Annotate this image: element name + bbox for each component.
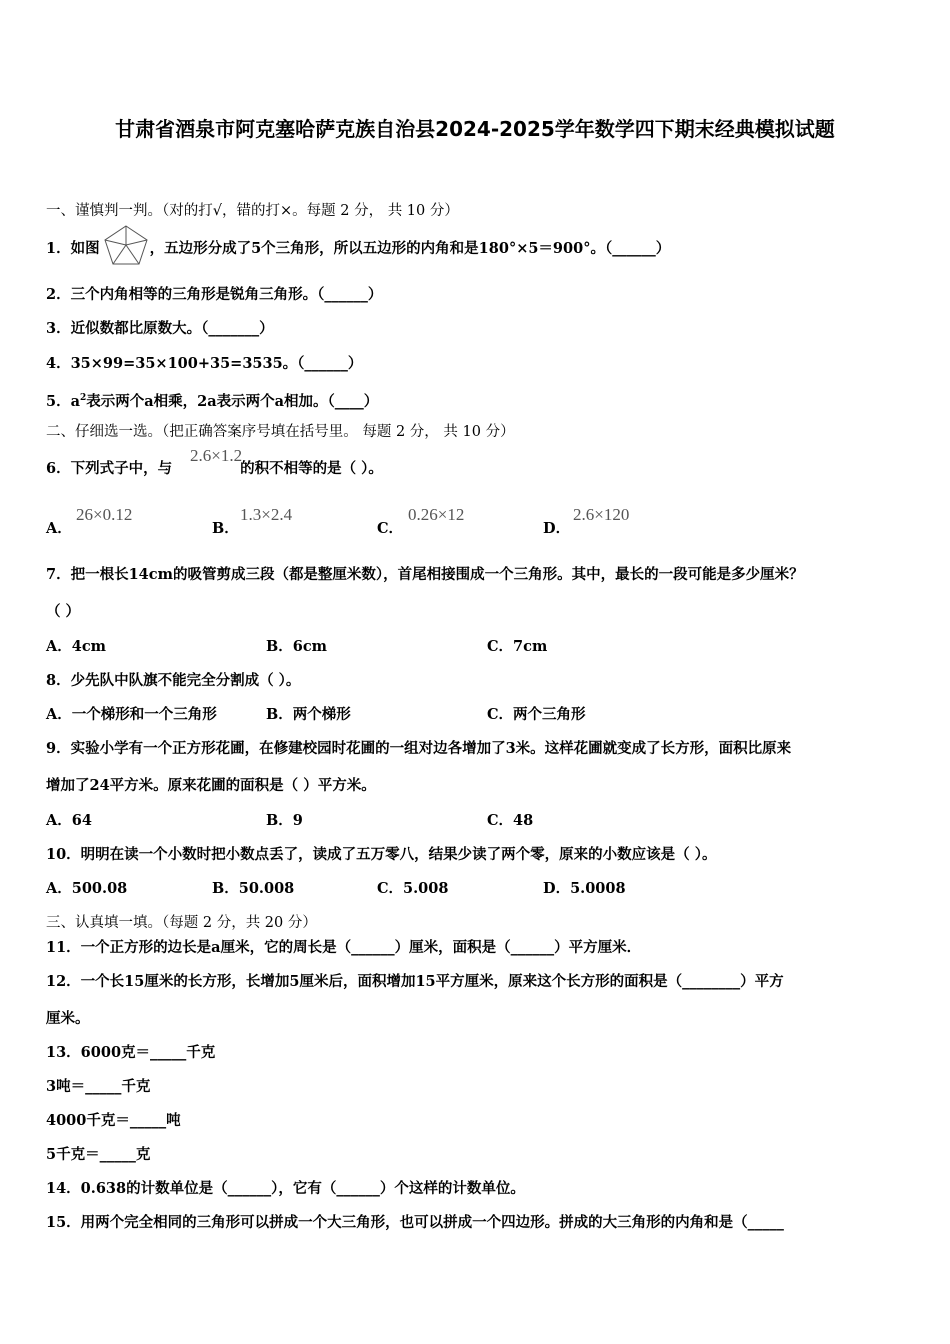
question-10: 10．明明在读一个小数时把小数点丢了，读成了五万零八，结果少读了两个零，原来的小数应该是（ ）。 xyxy=(46,846,717,863)
question-3: 3．近似数都比原数大。（_______） xyxy=(46,320,274,337)
question-12-line-1: 12．一个长15厘米的长方形，长增加5厘米后，面积增加15平方厘米，原来这个长方形的面积是（________）平方 xyxy=(46,973,784,990)
question-6-expression: 2.6×1.2 xyxy=(190,446,243,465)
question-13-line-1: 13．6000克＝_____千克 xyxy=(46,1044,216,1061)
q6-option-b-math: 1.3×2.4 xyxy=(240,505,293,524)
question-7-line-2: （ ） xyxy=(46,603,81,620)
q10-option-a[interactable]: A．500.08 xyxy=(46,880,128,897)
q10-option-c[interactable]: C．5.008 xyxy=(377,880,449,897)
section-3-heading: 三、认真填一填。（每题 2 分，共 20 分） xyxy=(46,915,317,931)
question-14: 14．0.638的计数单位是（______），它有（______）个这样的计数单位。 xyxy=(46,1180,525,1197)
question-9-line-2: 增加了24平方米。原来花圃的面积是（ ）平方米。 xyxy=(46,777,376,794)
section-2-heading: 二、仔细选一选。（把正确答案序号填在括号里。 每题 2 分， 共 10 分） xyxy=(46,424,515,440)
q6-option-a[interactable]: A． xyxy=(46,520,72,537)
q8-option-c[interactable]: C．两个三角形 xyxy=(487,706,586,723)
question-6: 6．下列式子中，与 的积不相等的是（ ）。 xyxy=(46,460,383,477)
q8-option-a[interactable]: A．一个梯形和一个三角形 xyxy=(46,706,217,723)
q6-option-d-math: 2.6×120 xyxy=(573,505,630,524)
question-2: 2．三个内角相等的三角形是锐角三角形。（______） xyxy=(46,286,383,303)
pentagon-figure xyxy=(103,224,149,266)
q10-option-d[interactable]: D．5.0008 xyxy=(543,880,626,897)
q7-option-b[interactable]: B．6cm xyxy=(266,638,328,655)
q8-option-b[interactable]: B．两个梯形 xyxy=(266,706,351,723)
q6-option-c[interactable]: C． xyxy=(377,520,404,537)
question-1-text: ，五边形分成了5个三角形，所以五边形的内角和是180°×5＝900°。（______） xyxy=(149,240,671,257)
question-8: 8．少先队中队旗不能完全分割成（ ）。 xyxy=(46,672,301,689)
q10-option-b[interactable]: B．50.008 xyxy=(212,880,295,897)
q9-option-c[interactable]: C．48 xyxy=(487,812,534,829)
question-4: 4．35×99=35×100+35=3535。（______） xyxy=(46,355,363,372)
q9-option-b[interactable]: B．9 xyxy=(266,812,303,829)
q6-option-b[interactable]: B． xyxy=(212,520,239,537)
question-7-line-1: 7．把一根长14cm的吸管剪成三段（都是整厘米数），首尾相接围成一个三角形。其中，最长的一段可能是多少厘米？ xyxy=(46,566,804,583)
q7-option-c[interactable]: C．7cm xyxy=(487,638,548,655)
question-1-prefix: 1．如图 xyxy=(46,240,100,257)
question-5: 5．$a^2$表示两个a相乘，2a表示两个a相加。（____） xyxy=(46,392,379,410)
q9-option-a[interactable]: A．64 xyxy=(46,812,92,829)
q7-option-a[interactable]: A．4cm xyxy=(46,638,107,655)
question-13-line-3: 4000千克＝_____吨 xyxy=(46,1112,181,1129)
q6-option-d[interactable]: D． xyxy=(543,520,571,537)
q6-option-c-math: 0.26×12 xyxy=(408,505,465,524)
question-15: 15．用两个完全相同的三角形可以拼成一个大三角形，也可以拼成一个四边形。拼成的大三角形的内角和是（_____ xyxy=(46,1214,784,1231)
question-9-line-1: 9．实验小学有一个正方形花圃，在修建校园时花圃的一组对边各增加了3米。这样花圃就变成了长方形，面积比原来 xyxy=(46,740,792,757)
question-13-line-2: 3吨＝_____千克 xyxy=(46,1078,151,1095)
question-12-line-2: 厘米。 xyxy=(46,1010,90,1027)
question-13-line-4: 5千克＝_____克 xyxy=(46,1146,151,1163)
question-11: 11．一个正方形的边长是a厘米，它的周长是（______）厘米，面积是（______）平方厘米． xyxy=(46,939,642,956)
page-title: 甘肃省酒泉市阿克塞哈萨克族自治县2024-2025学年数学四下期末经典模拟试题 xyxy=(115,117,835,141)
section-1-heading: 一、谨慎判一判。（对的打√，错的打×。每题 2 分， 共 10 分） xyxy=(46,203,459,219)
q6-option-a-math: 26×0.12 xyxy=(76,505,133,524)
